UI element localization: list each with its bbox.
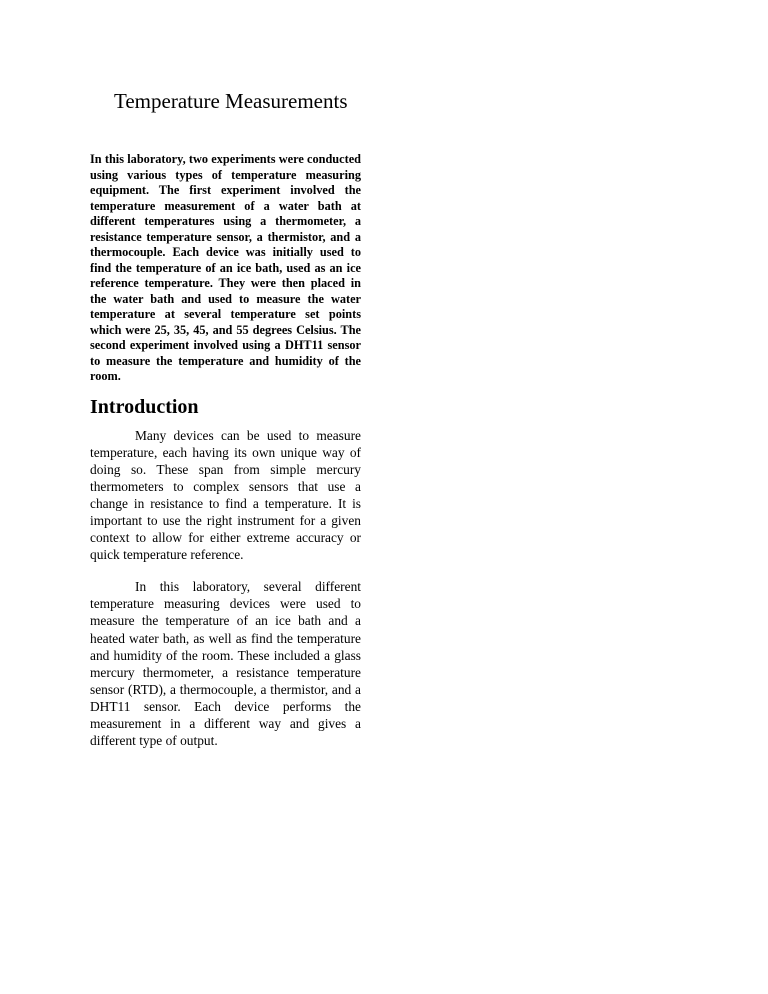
section-introduction bbox=[90, 395, 361, 750]
text-column bbox=[90, 88, 361, 749]
body-paragraph: In this laboratory, several different temperature measuring devices were used to measure the temperature of an ice bath and a heated water bath, as well as find the temperature and humidity of the room. These included a glass mercury thermometer, a resistance temperature sensor (RTD), a thermocouple, a thermistor, and a DHT11 sensor. Each device performs the measurement in a different way and gives a different type of output. bbox=[90, 579, 361, 749]
document-title: Temperature Measurements bbox=[114, 89, 348, 113]
abstract: In this laboratory, two experiments were conducted using various types of temperature measuring equipment. The first experiment involved the temperature measurement of a water bath at different temperatures using a thermometer, a resistance temperature sensor, a thermistor, and a thermocouple. Each device was initially used to find the temperature of an ice bath, used as an ice reference temperature. They were then placed in the water bath and used to measure the water temperature at several temperature set points which were 25, 35, 45, and 55 degrees Celsius. The second experiment involved using a DHT11 sensor to measure the temperature and humidity of the room. bbox=[90, 152, 361, 383]
body-paragraph: Many devices can be used to measure temperature, each having its own unique way of doing so. These span from simple mercury thermometers to complex sensors that use a change in resistance to find a temperature. It is important to use the right instrument for a given context to allow for either extreme accuracy or quick temperature reference. bbox=[90, 427, 361, 563]
section-heading: Introduction bbox=[90, 395, 199, 418]
